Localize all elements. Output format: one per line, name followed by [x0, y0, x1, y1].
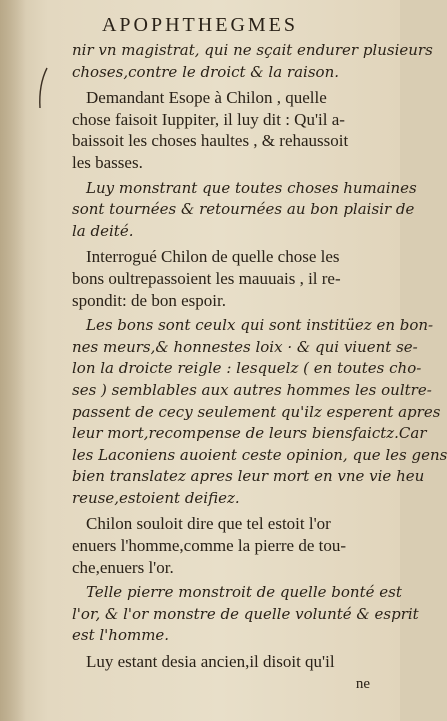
- text-line: leur mort,recompense de leurs biensfaictz.Car: [72, 424, 427, 443]
- text-line: enuers l'homme,comme la pierre de tou-: [72, 536, 347, 556]
- commentary-paragraph: [72, 582, 419, 647]
- text-line: chose faisoit Iuppiter, il luy dit : Qu'il a-: [72, 109, 345, 129]
- text-line: la deité.: [72, 221, 134, 240]
- catchword: ne: [355, 676, 370, 692]
- text-line: nir vn magistrat, qui ne sçait endurer plusieurs: [72, 41, 433, 59]
- text-line: Interrogué Chilon de quelle chose les: [86, 247, 340, 267]
- commentary-paragraph: [72, 178, 417, 243]
- text-line: bien translatez apres leur mort en vne vie heu: [72, 467, 425, 486]
- text-line: choses,contre le droict & la raison.: [72, 62, 340, 81]
- text-line: nes meurs,& honnestes loix · & qui viuent se-: [72, 337, 418, 356]
- text-line: bons oultrepassoient les mauuais , il re-: [72, 268, 341, 288]
- text-line: l'or, & l'or monstre de quelle volunté & esprit: [72, 604, 419, 623]
- text-line: est l'homme.: [72, 626, 170, 645]
- page-gutter-shadow: [0, 0, 26, 721]
- text-line: reuse,estoient deifiez.: [72, 488, 240, 507]
- apophthegm-paragraph: [72, 651, 390, 673]
- text-line: passent de cecy seulement qu'ilz esperent apres: [72, 402, 441, 421]
- text-line: sont tournées & retournées au bon plaisir de: [72, 200, 415, 219]
- text-line: les Laconiens auoient ceste opinion, que les gens: [72, 445, 447, 464]
- text-line: ses ) semblables aux autres hommes les oultre-: [72, 380, 432, 399]
- body-text: [72, 40, 447, 673]
- running-header: APOPHTHEGMES: [101, 14, 299, 36]
- text-line: che,enuers l'or.: [72, 557, 174, 577]
- commentary-paragraph: [72, 40, 433, 83]
- text-line: Luy estant desia ancien,il disoit qu'il: [86, 652, 335, 672]
- apophthegm-paragraph: [72, 513, 390, 578]
- text-line: les basses.: [72, 152, 143, 172]
- text-line: lon la droicte reigle : lesquelz ( en toutes cho-: [72, 359, 422, 378]
- text-line: baissoit les choses haultes , & rehaussoit: [72, 131, 349, 151]
- commentary-paragraph: [72, 315, 447, 509]
- text-line: Luy monstrant que toutes choses humaines: [86, 178, 417, 197]
- text-line: spondit: de bon espoir.: [72, 290, 226, 310]
- apophthegm-paragraph: [72, 246, 390, 311]
- text-line: Les bons sont ceulx qui sont institüez en bon-: [86, 316, 434, 335]
- margin-pen-mark: [36, 66, 50, 110]
- apophthegm-paragraph: [72, 87, 390, 173]
- text-line: Demandant Esope à Chilon , quelle: [86, 88, 327, 108]
- text-line: Chilon souloit dire que tel estoit l'or: [86, 514, 331, 534]
- text-line: Telle pierre monstroit de quelle bonté est: [86, 583, 402, 602]
